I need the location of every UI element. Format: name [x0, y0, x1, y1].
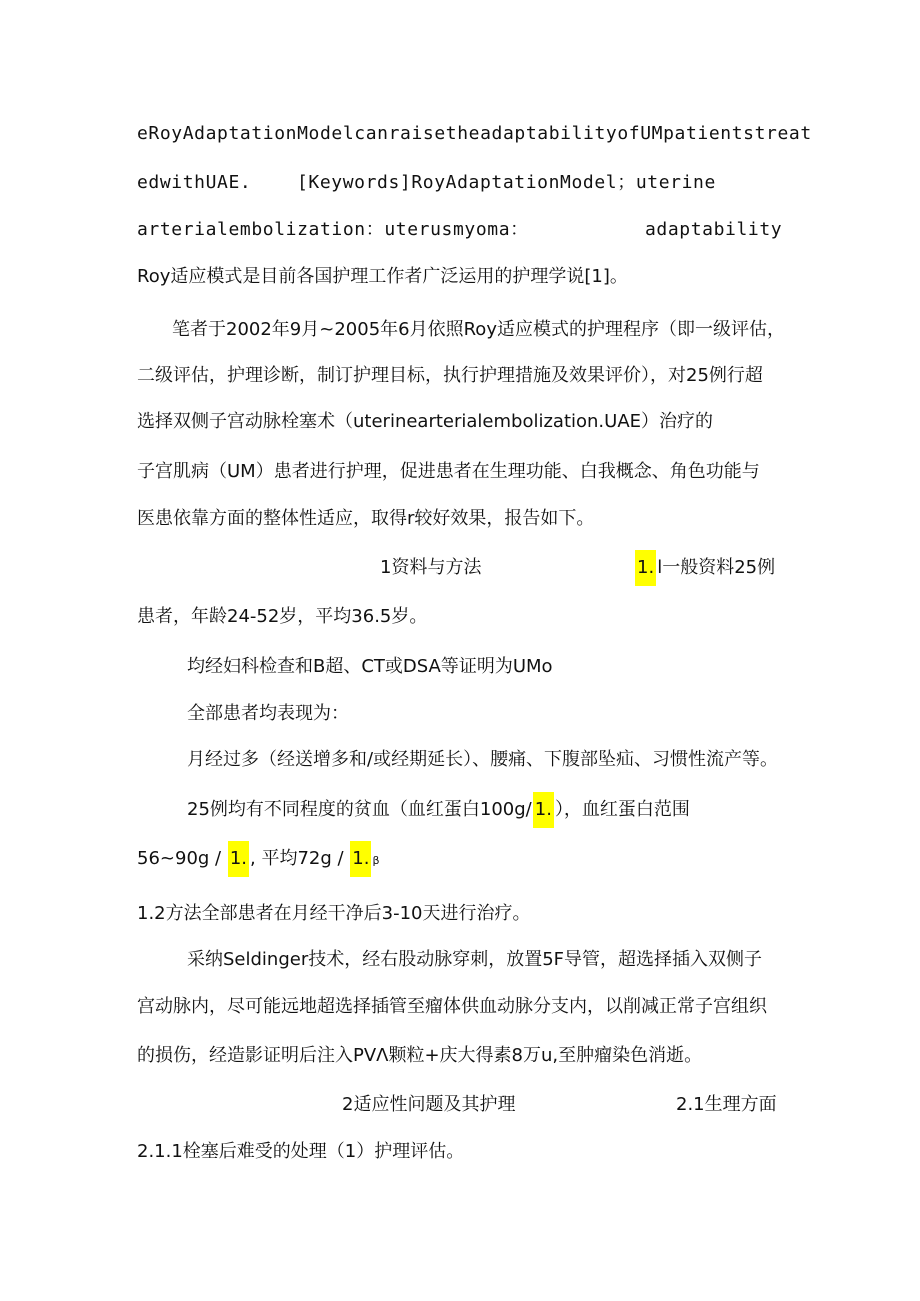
method-line-1: 1.2方法全部患者在月经干净后3-10天进行治疗。	[137, 903, 531, 924]
intro-line-5: 医患依靠方面的整体性适应，取得r较好效果，报告如下。	[137, 508, 595, 529]
method-line-4: 的损伤，经造影证明后注入PVΛ颗粒+庆大得素8万u,至肿瘤染色消逝。	[137, 1045, 703, 1066]
intro-line-2: 二级评估，护理诊断，制订护理目标，执行护理措施及效果评价），对25例行超	[137, 365, 763, 386]
trailing-symbol: β	[372, 854, 380, 867]
section2-heading: 2适应性问题及其护理	[342, 1094, 516, 1115]
section2-line-2: 2.1.1栓塞后难受的处理（1）护理评估。	[137, 1141, 465, 1162]
highlight-mark: 1.	[635, 550, 656, 586]
section1-subheading	[634, 550, 775, 586]
abstract-line-3a: arterialembolization：uterusmyoma：	[137, 219, 529, 240]
abstract-line-2b: [Keywords]RoyAdaptationModel；uterine	[297, 172, 716, 193]
highlight-mark: 1.	[350, 841, 371, 877]
section1-line-6	[187, 792, 690, 828]
method-line-3: 宫动脉内，尽可能远地超选择插管至瘤体供血动脉分支内，以削减正常子宫组织	[137, 996, 767, 1017]
section1-line-7	[137, 841, 380, 877]
abstract-line-1: eRoyAdaptationModelcanraisetheadaptabilityofUMpatientstreat	[137, 123, 812, 144]
intro-line-4: 子宫肌病（UM）患者进行护理，促进患者在生理功能、白我概念、角色功能与	[137, 461, 760, 482]
section1-line-3: 均经妇科检查和B超、CT或DSA等证明为UMo	[187, 656, 553, 677]
range-text: 56~90g /	[137, 848, 227, 869]
section1-line-4: 全部患者均表现为：	[187, 703, 349, 724]
average-text: , 平均72g /	[250, 848, 350, 869]
abstract-line-4: Roy适应模式是目前各国护理工作者广泛运用的护理学说[1]。	[137, 266, 628, 287]
section1-line-2: 患者，年龄24-52岁，平均36.5岁。	[137, 606, 428, 627]
anemia-text-end: ），血红蛋白范围	[554, 799, 690, 820]
section1-line-5: 月经过多（经送增多和/或经期延长）、腰痛、下腹部坠疝、习惯性流产等。	[187, 749, 779, 770]
method-line-2: 采纳Seldinger技术，经右股动脉穿刺，放置5F导管，超选择插入双侧子	[187, 949, 763, 970]
abstract-line-3b: adaptability	[645, 219, 783, 240]
intro-line-3: 选择双侧子宫动脉栓塞术（uterinearterialembolization.UAE）治疗的	[137, 411, 714, 432]
abstract-line-2a: edwithUAE.	[137, 172, 252, 193]
highlight-mark: 1.	[533, 792, 554, 828]
anemia-text: 25例均有不同程度的贫血（血红蛋白100g/	[187, 799, 532, 820]
subheading-text: l一般资料25例	[657, 557, 776, 578]
intro-line-1: 笔者于2002年9月~2005年6月依照Roy适应模式的护理程序（即一级评估，	[172, 319, 785, 340]
section2-subheading: 2.1生理方面	[676, 1094, 777, 1115]
section1-heading: 1资料与方法	[380, 557, 482, 578]
highlight-mark: 1.	[228, 841, 249, 877]
